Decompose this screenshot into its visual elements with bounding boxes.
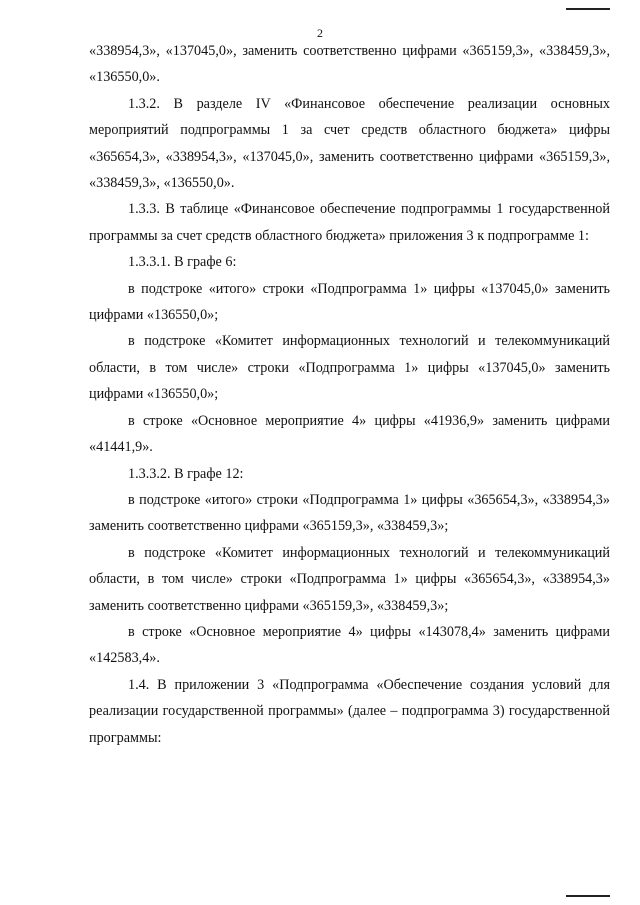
paragraph: в подстроке «итого» строки «Подпрограмма 1» цифры «365654,3», «338954,3» заменить соответственно цифрами «365159,3», «338459,3»; xyxy=(89,491,610,535)
page-number: 2 xyxy=(317,26,323,40)
document-body xyxy=(89,38,610,751)
paragraph: в подстроке «итого» строки «Подпрограмма 1» цифры «137045,0» заменить цифрами «136550,0»; xyxy=(89,280,610,324)
paragraph: 1.3.3.2. В графе 12: xyxy=(128,465,244,482)
scan-mark-top xyxy=(566,8,610,10)
paragraph: в строке «Основное мероприятие 4» цифры «143078,4» заменить цифрами «142583,4». xyxy=(89,623,610,667)
scan-mark-bottom xyxy=(566,895,610,897)
paragraph: «338954,3», «137045,0», заменить соответственно цифрами «365159,3», «338459,3», «136550,0». xyxy=(89,43,610,86)
paragraph: в подстроке «Комитет информационных технологий и телекоммуникаций области, в том числе» строки «Подпрограмма 1» цифры «365654,3», «338954,3» заменить соответственно цифрами «365159,3», «338459,3»; xyxy=(89,544,610,614)
paragraph: 1.3.3. В таблице «Финансовое обеспечение подпрограммы 1 государственной программы за счет средств областного бюджета» приложения 3 к подпрограмме 1: xyxy=(89,201,610,244)
paragraph: 1.3.2. В разделе IV «Финансовое обеспечение реализации основных мероприятий подпрограммы 1 за счет средств областного бюджета» цифры «365654,3», «338954,3», «137045,0», заменить соответственно цифрами «365159,3», «338459,3», «136550,0». xyxy=(89,95,610,192)
paragraph: в подстроке «Комитет информационных технологий и телекоммуникаций области, в том числе» строки «Подпрограмма 1» цифры «137045,0» заменить цифрами «136550,0»; xyxy=(89,333,610,403)
paragraph: 1.4. В приложении 3 «Подпрограмма «Обеспечение создания условий для реализации государственной программы» (далее – подпрограмма 3) государственной программы: xyxy=(89,676,610,746)
paragraph: 1.3.3.1. В графе 6: xyxy=(128,254,237,271)
paragraph: в строке «Основное мероприятие 4» цифры «41936,9» заменить цифрами «41441,9». xyxy=(89,412,610,456)
